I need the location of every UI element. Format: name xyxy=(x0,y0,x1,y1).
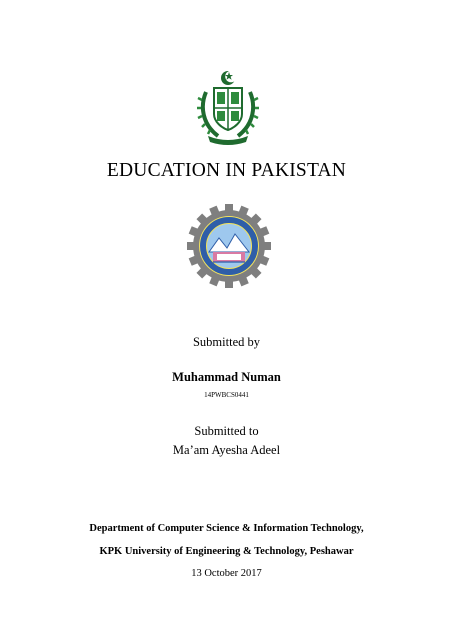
submission-date: 13 October 2017 xyxy=(191,568,262,579)
document-title: EDUCATION IN PAKISTAN xyxy=(106,160,347,181)
registration-number: 14PWBCS0441 xyxy=(204,391,249,399)
state-emblem-icon xyxy=(196,70,260,146)
submitted-to-label: Submitted to xyxy=(194,424,259,438)
university-line: KPK University of Engineering & Technology, Peshawar xyxy=(99,546,354,557)
submitted-by-label: Submitted by xyxy=(192,335,261,349)
supervisor-name: Ma’am Ayesha Adeel xyxy=(172,443,281,457)
university-gear-logo-icon xyxy=(187,204,271,288)
department-line: Department of Computer Science & Information Technology, xyxy=(89,523,364,534)
author-name: Muhammad Numan xyxy=(172,370,281,384)
